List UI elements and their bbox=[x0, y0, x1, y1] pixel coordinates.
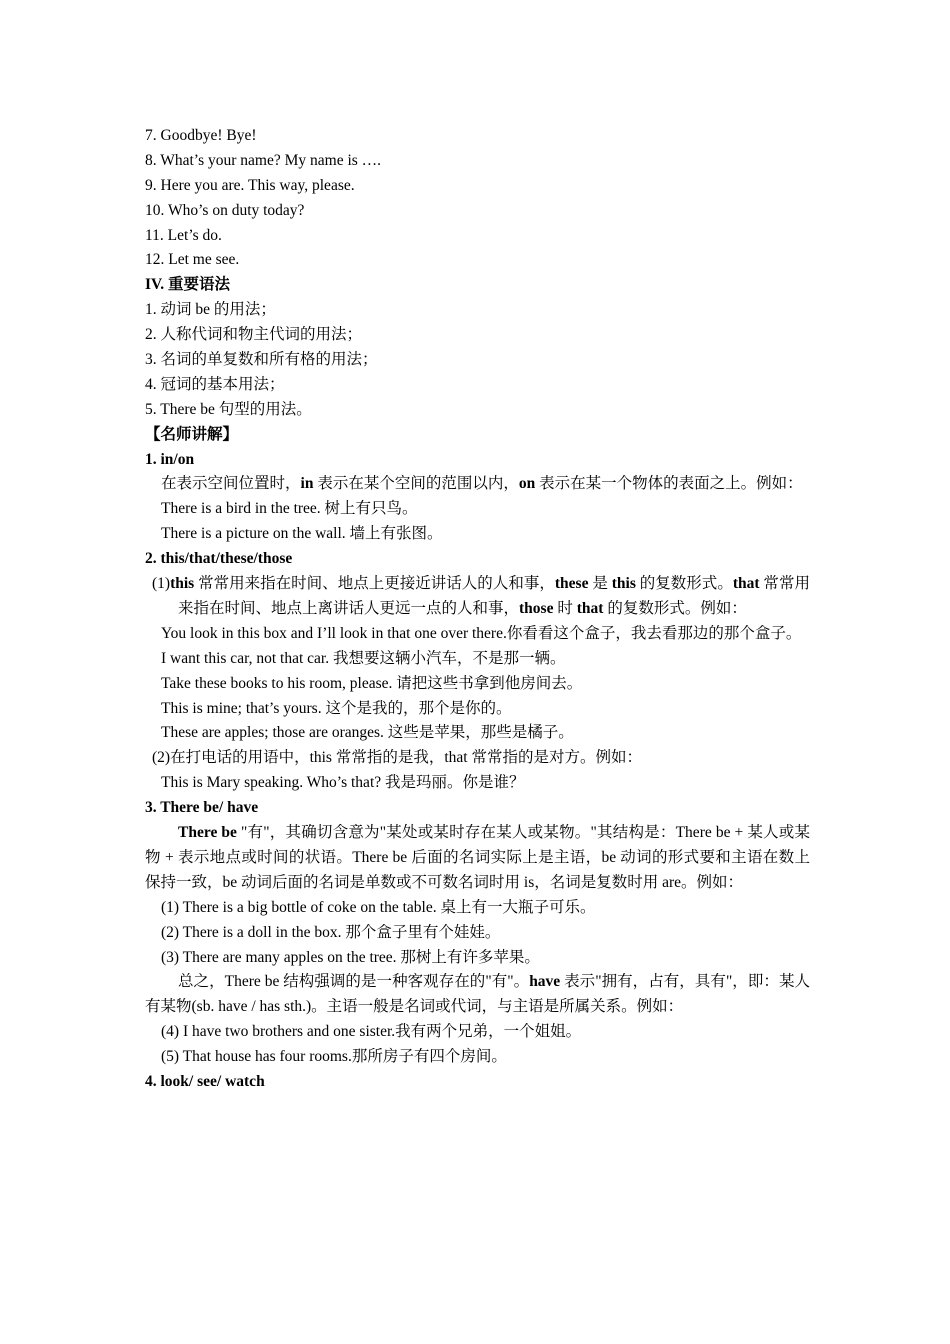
example-line: This is mine; that’s yours. 这个是我的，那个是你的。 bbox=[161, 699, 512, 717]
phrase-line: 12. Let me see. bbox=[145, 251, 240, 269]
grammar-item: 1. 动词 be 的用法； bbox=[145, 301, 276, 319]
section-title-this-that: 2. this/that/these/those bbox=[145, 550, 293, 568]
example-line: You look in this box and I’ll look in that one over there.你看看这个盒子，我去看那边的那个盒子。 bbox=[161, 624, 802, 642]
section-paragraph: (1)this 常常用来指在时间、地点上更接近讲话人的人和事，these 是 this 的复数形式。that 常常用来指在时间、地点上离讲话人更远一点的人和事，those 时 that 的复数形式。例如： bbox=[152, 575, 810, 617]
example-line: (4) I have two brothers and one sister.我有两个兄弟，一个姐姐。 bbox=[161, 1023, 582, 1041]
section-paragraph: 在表示空间位置时，in 表示在某个空间的范围以内，on 表示在某一个物体的表面之上。例如： bbox=[161, 475, 803, 493]
section-paragraph: There be "有"，其确切含意为"某处或某时存在某人或某物。"其结构是：There be + 某人或某物 + 表示地点或时间的状语。There be 后面的名词实际上是主语，be 动词的形式要和主语在数上保持一致，be 动词后面的名词是单数或不可数名词时用 is，名词是复数时用 are。例如： bbox=[145, 824, 810, 891]
grammar-item: 2. 人称代词和物主代词的用法； bbox=[145, 326, 363, 344]
example-line: There is a bird in the tree. 树上有只鸟。 bbox=[161, 500, 418, 518]
phrase-line: 7. Goodbye! Bye! bbox=[145, 127, 257, 144]
document-page bbox=[145, 124, 810, 1095]
grammar-item: 4. 冠词的基本用法； bbox=[145, 375, 285, 393]
example-line: Take these books to his room, please. 请把这些书拿到他房间去。 bbox=[161, 674, 583, 692]
grammar-item: 5. There be 句型的用法。 bbox=[145, 400, 312, 418]
example-line: This is Mary speaking. Who’s that? 我是玛丽。你是谁？ bbox=[161, 774, 525, 792]
example-line: (3) There are many apples on the tree. 那树上有许多苹果。 bbox=[161, 948, 540, 966]
section-title-in-on: 1. in/on bbox=[145, 450, 195, 468]
phrase-line: 11. Let’s do. bbox=[145, 226, 222, 244]
example-line: (5) That house has four rooms.那所房子有四个房间。 bbox=[161, 1048, 507, 1066]
example-line: There is a picture on the wall. 墙上有张图。 bbox=[161, 525, 443, 543]
section-title-there-be-have: 3. There be/ have bbox=[145, 799, 259, 817]
example-line: (1) There is a big bottle of coke on the table. 桌上有一大瓶子可乐。 bbox=[161, 898, 596, 916]
phrase-line: 9. Here you are. This way, please. bbox=[145, 176, 355, 194]
section-paragraph: 总之，There be 结构强调的是一种客观存在的"有"。have 表示"拥有，占有，具有"，即：某人有某物(sb. have / has sth.)。主语一般是名词或代词，与主语是所属关系。例如： bbox=[145, 973, 810, 1016]
section-paragraph: (2)在打电话的用语中，this 常常指的是我，that 常常指的是对方。例如： bbox=[152, 749, 642, 767]
section-title-look-see-watch: 4. look/ see/ watch bbox=[145, 1072, 265, 1090]
example-line: I want this car, not that car. 我想要这辆小汽车，不是那一辆。 bbox=[161, 649, 566, 667]
grammar-item: 3. 名词的单复数和所有格的用法； bbox=[145, 351, 378, 369]
phrase-line: 10. Who’s on duty today? bbox=[145, 201, 305, 219]
grammar-heading: IV. 重要语法 bbox=[145, 276, 230, 294]
phrase-line: 8. What’s your name? My name is …. bbox=[145, 151, 382, 169]
example-line: (2) There is a doll in the box. 那个盒子里有个娃娃。 bbox=[161, 923, 501, 941]
teacher-heading: 【名师讲解】 bbox=[145, 425, 239, 443]
example-line: These are apples; those are oranges. 这些是苹果，那些是橘子。 bbox=[161, 724, 574, 742]
